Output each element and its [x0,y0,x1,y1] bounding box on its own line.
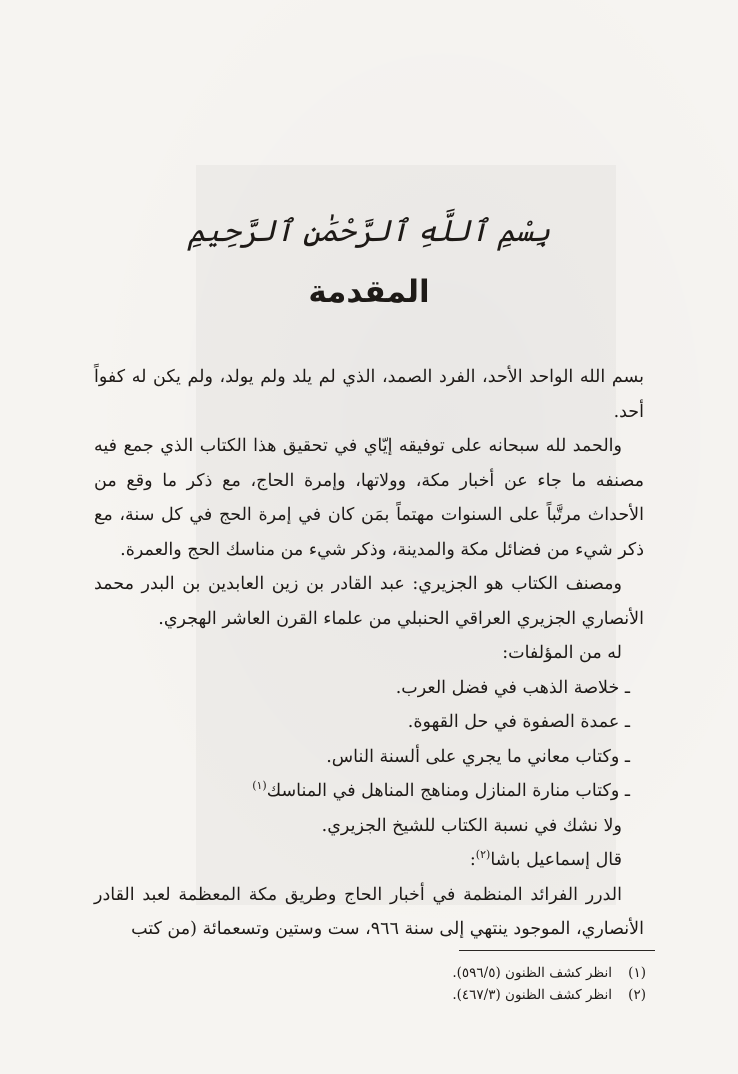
footnote-number: (٢) [628,987,646,1003]
page-title: المقدمة [308,274,430,310]
paragraph-opening: بسم الله الواحد الأحد، الفرد الصمد، الذي لم يلد ولم يولد، ولم يكن له كفواً أحد. [94,367,644,422]
paragraph-praise: والحمد لله سبحانه على توفيقه إيّاي في تحقيق هذا الكتاب الذي جمع فيه مصنفه ما جاء عن أخبار مكة، وولاتها، وإمرة الحاج، مع ذكر ما وقع من الأحداث مرتَّباً على السنوات مهتماً بمَن كان في إمرة الحج في كل سنة، مع ذكر شيء من فضائل مكة والمدينة، وذكر شيء من مناسك الحج والعمرة. [94,436,644,560]
paragraph-ismail [94,843,644,878]
body-text [94,360,644,947]
paragraph-durar: الدرر الفرائد المنظمة في أخبار الحاج وطريق مكة المعظمة لعبد القادر الأنصاري، الموجود ينتهي إلى سنة ٩٦٦، ست وستين وتسعمائة (من كتب [94,884,644,939]
work-item-text: ـ وكتاب منارة المنازل ومناهج المناهل في المناسك [266,781,630,801]
footnote-ref-2: (٢) [475,848,491,862]
paragraph-author: ومصنف الكتاب هو الجزيري: عبد القادر بن زين العابدين بن البدر محمد الأنصاري الجزيري العراقي الحنبلي من علماء القرن العاشر الهجري. [94,574,644,629]
footnote-ref-1: (١) [252,779,267,793]
work-item: ـ خلاصة الذهب في فضل العرب. [395,677,630,698]
work-item: ـ وكتاب معاني ما يجري على ألسنة الناس. [326,746,630,767]
footnote-divider [459,950,655,951]
ismail-colon: : [469,850,476,870]
footnote-text: انظر كشف الظنون (٥٩٦/٥). [452,965,612,981]
ismail-text: قال إسماعيل باشا [490,850,622,870]
works-intro: له من المؤلفات: [502,643,622,663]
work-item: ـ عمدة الصفوة في حل القهوة. [407,712,630,732]
paragraph-no-doubt: ولا نشك في نسبة الكتاب للشيخ الجزيري. [321,815,622,836]
work-item-with-footnote [94,774,644,809]
footnote-text: انظر كشف الظنون (٤٦٧/٣). [452,987,612,1003]
basmala-heading: بِسْمِ ٱللَّهِ ٱلرَّحْمَٰنِ ٱلرَّحِيمِ [187,214,551,249]
footnotes [94,962,646,1006]
footnote-item [94,984,646,1006]
footnote-number: (١) [628,965,646,981]
footnote-item [94,962,646,984]
